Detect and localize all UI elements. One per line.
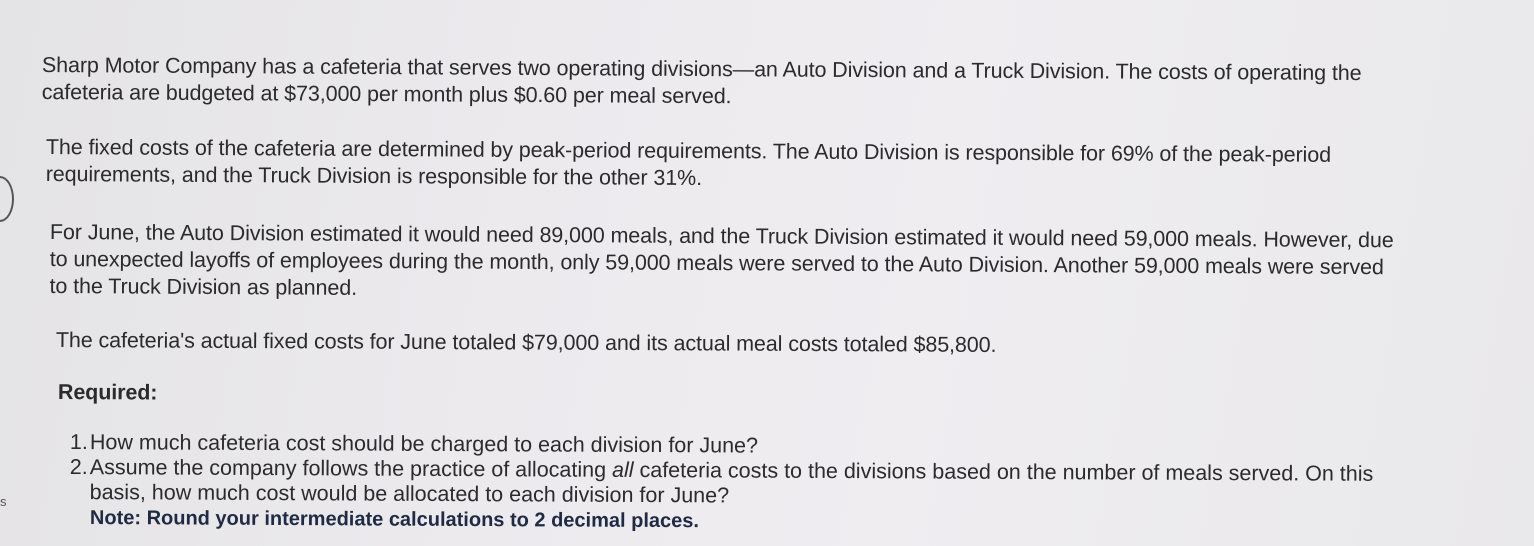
item-number: 2. [69,454,88,480]
list-item [70,455,1410,512]
fixed-costs-paragraph: The fixed costs of the cafeteria are determined by peak-period requirements. The Auto Division is responsible for 69% of the peak-period requirements, and the Truck Division is responsible for the other 31%. [45,134,1332,191]
item-text-before: Assume the company follows the practice of allocating [89,455,613,482]
actual-costs-paragraph: The cafeteria's actual fixed costs for June totaled $79,000 and its actual meal costs totaled $85,800. [55,328,997,357]
item-text-after: cafeteria costs to the divisions based on the number of meals served. On this basis, how much cost would be allocated to each division for June? [89,457,1374,508]
page-edge-mark [0,176,14,222]
required-heading: Required: [57,380,158,405]
edge-letter: s [0,494,7,509]
rounding-note: Note: Round your intermediate calculations to 2 decimal places. [89,507,700,533]
intro-paragraph: Sharp Motor Company has a cafeteria that serves two operating divisions—an Auto Division and a Truck Division. The costs of operating the cafeteria are budgeted at $73,000 per month plus $0.60 per meal served. [41,52,1362,109]
item-text: How much cafeteria cost should be charged to each division for June? [89,430,759,458]
requirements-list [70,430,1410,512]
item-number: 1. [69,430,88,455]
item-text-emphasis: all [611,457,634,482]
june-meals-paragraph: For June, the Auto Division estimated it would need 89,000 meals, and the Truck Division estimated it would need 59,000 meals. However, due to unexpected layoffs of employees during the month, only 59,000 meals were served to the Auto Division. Another 59,000 meals were served to the Truck Division as planned. [49,219,1394,300]
